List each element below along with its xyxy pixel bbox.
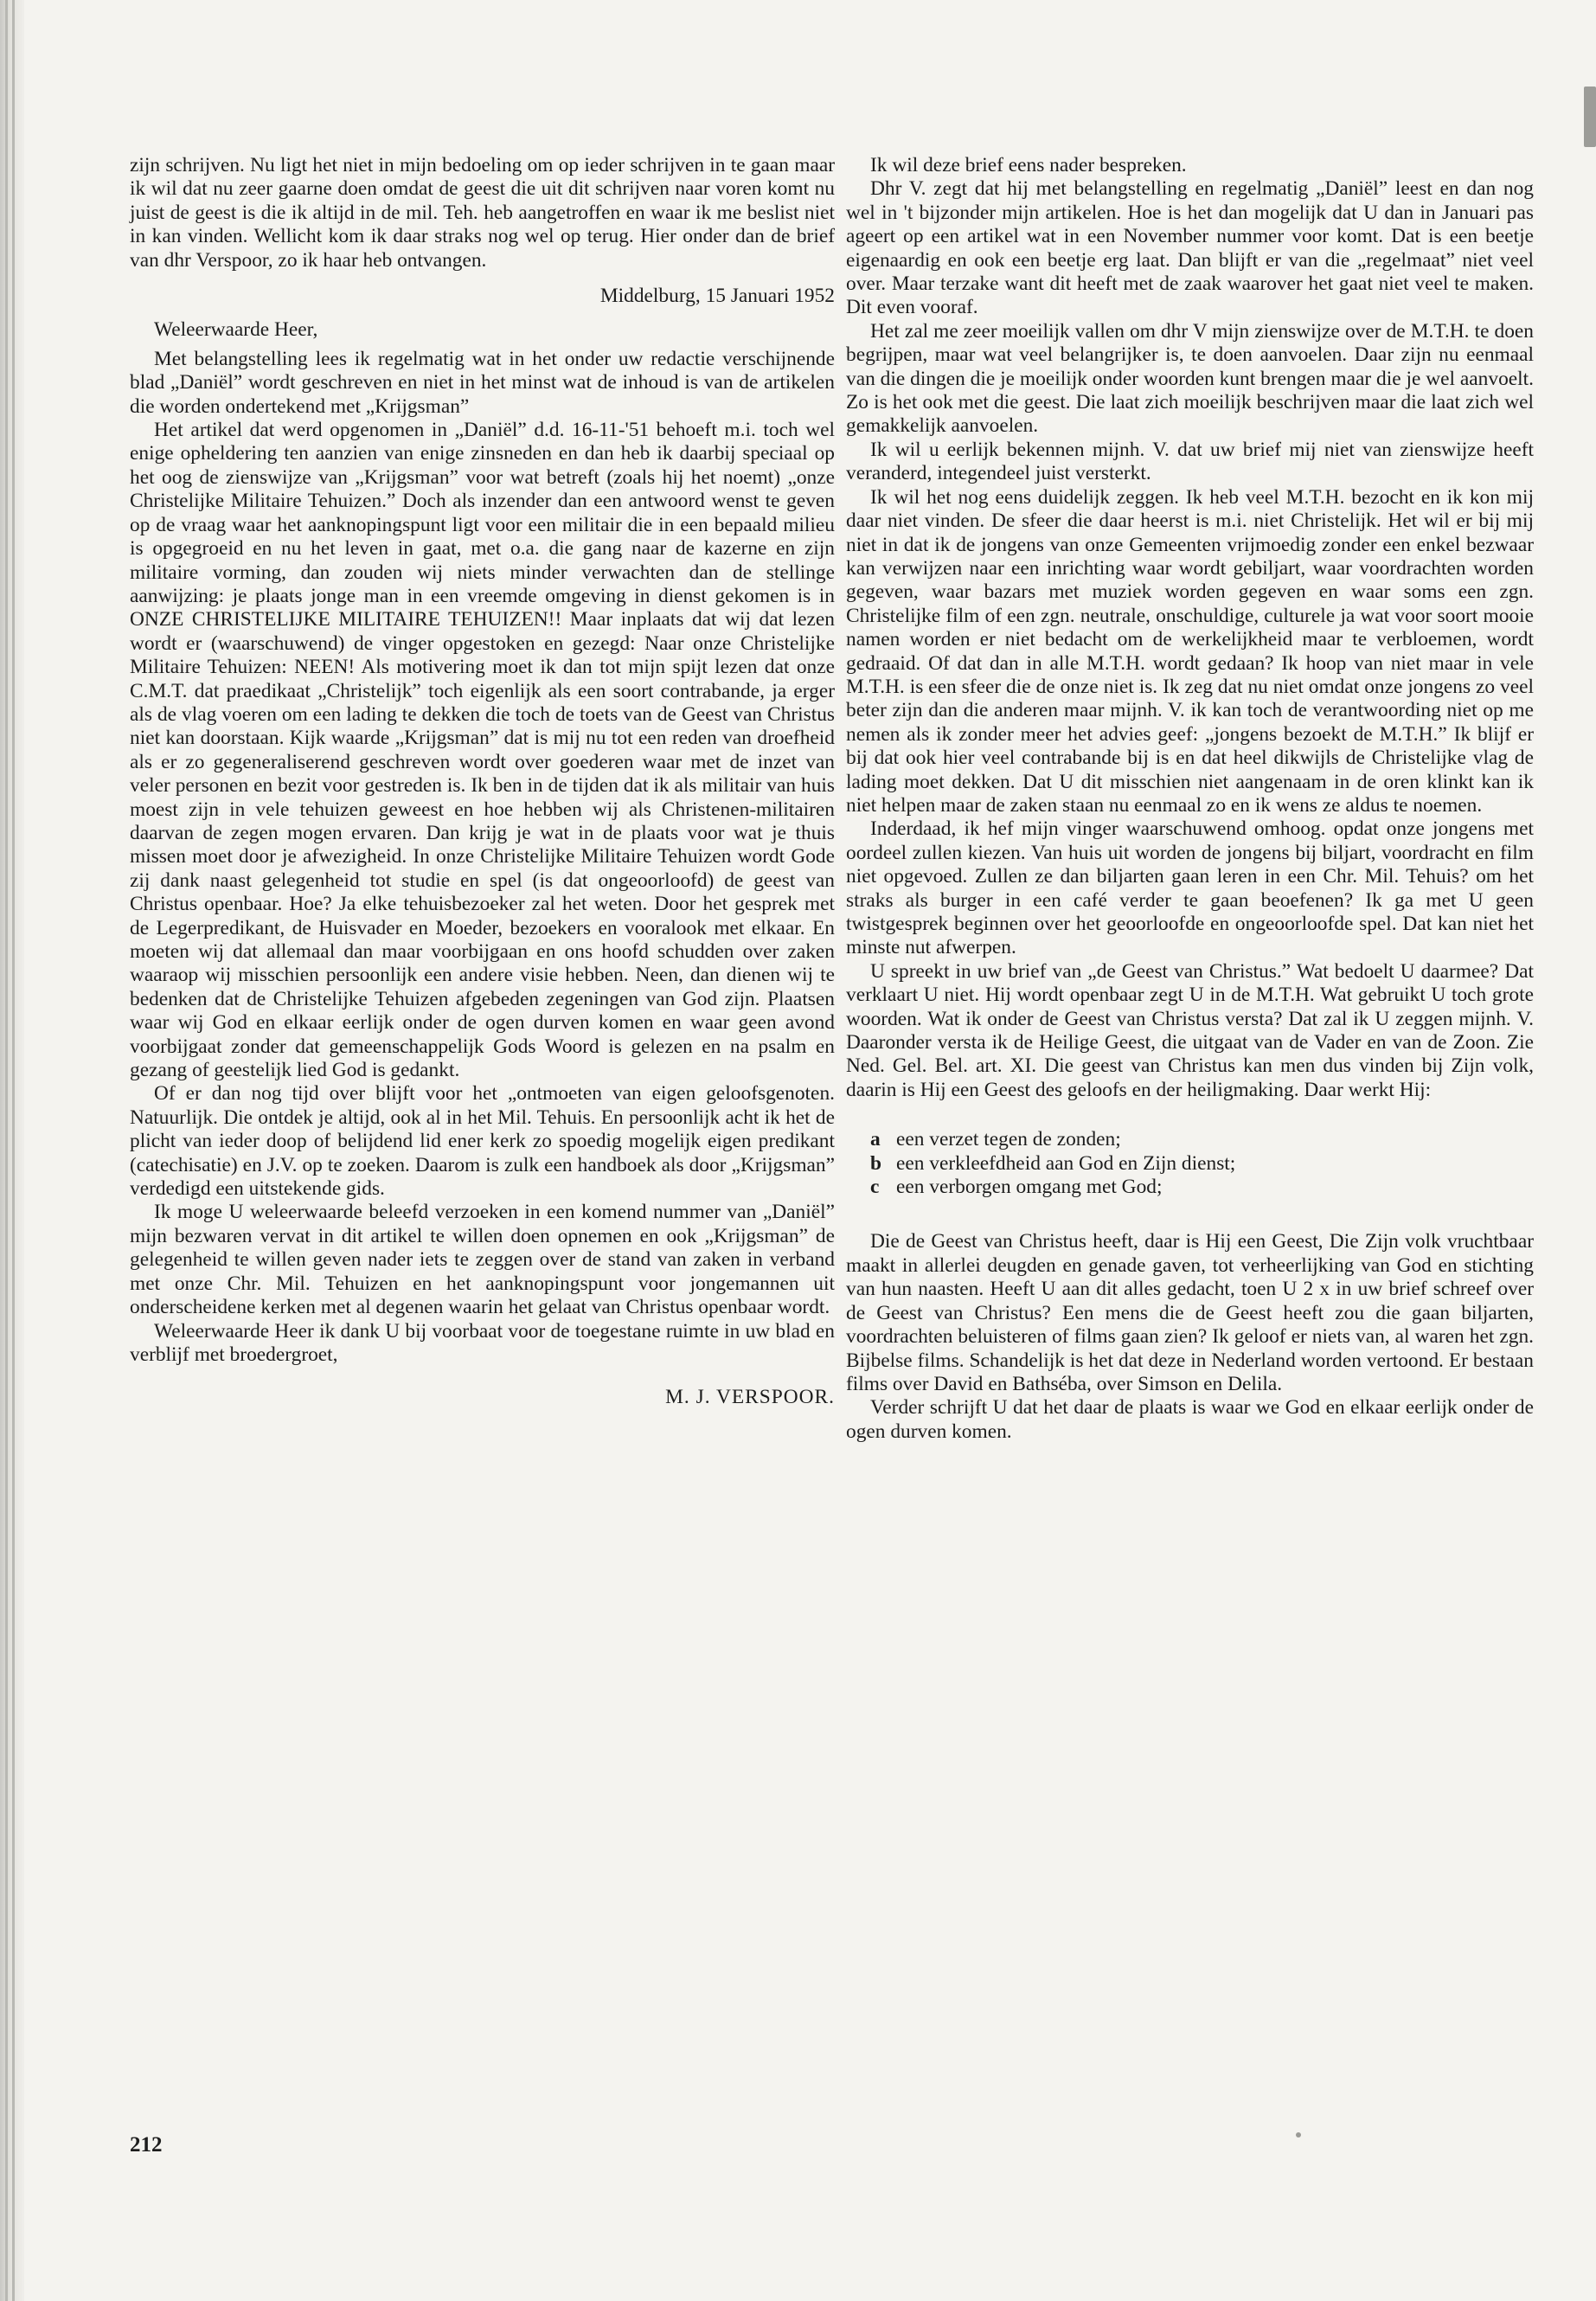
list-item-text: een verzet tegen de zonden;: [896, 1128, 1121, 1151]
list-marker: c: [870, 1176, 880, 1199]
page-number: 212: [130, 2133, 163, 2157]
response-paragraph: Ik wil deze brief eens nader bespreken.: [870, 154, 1187, 176]
response-paragraph: U spreekt in uw brief van „de Geest van Christus.” Wat bedoelt U daarmee? Dat verklaart U niet. Hij wordt openbaar zegt U in de M.T.H. Wat gebruikt U toch grote woorden. Wat ik onder de Geest van Christus versta? Dat zal ik U zeggen mijnh. V. Daaronder versta ik de Heilige Geest, die uitgaat van de Vader en van de Zoon. Zie Ned. Gel. Bel. art. XI. Die geest van Christus kan men dus vinden bij Zijn volk, daarin is Hij een Geest des geloofs en der heiligmaking. Daar werkt Hij:: [846, 959, 1534, 1101]
response-paragraph: Ik wil het nog eens duidelijk zeggen. Ik heb veel M.T.H. bezocht en ik kon mij daar niet vinden. De sfeer die daar heerst is m.i. niet Christelijk. Het wil er bij mij niet in dat ik de jongens van onze Gemeenten vrijmoedig zonder een enkel bezwaar kan verwijzen naar een inrichting waar wordt gebiljart, waar voordrachten worden gegeven, waar bazars met muziek worden gegeven en waar soms een zgn. Christelijke film of een zgn. neutrale, onschuldige, culturele ja wat voor soort mooie namen worden er niet bedacht om de werkelijkheid maar te verbloemen, wordt gedraaid. Of dat dan in alle M.T.H. wordt gedaan? Ik hoop van niet maar in vele M.T.H. is een sfeer die de onze niet is. Ik zeg dat nu niet omdat onze jongens zo veel beter zijn dan die anderen maar mijnh. V. ik kan toch de verantwoording niet op me nemen als ik zonder meer het advies geef: „jongens bezoekt de M.T.H.” Ik blijf er bij dat ook hier veel contrabande bij is en dat heel dikwijls de Christelijke vlag de lading moet dekken. Dat U dit misschien niet aangenaam in de oren klinkt kan ik niet helpen maar de zaken staan nu eenmaal zo en ik wens ze aldus te noemen.: [846, 485, 1534, 817]
right-column: [846, 154, 1534, 1444]
response-paragraph: Ik wil u eerlijk bekennen mijnh. V. dat uw brief mij niet van zienswijze heeft veranderd, integendeel juist versterkt.: [846, 438, 1534, 485]
list-marker: a: [870, 1128, 881, 1151]
spirit-works-list: [870, 1128, 1534, 1199]
letter-signature: M. J. VERSPOOR.: [665, 1386, 835, 1409]
list-item-text: een verkleefdheid aan God en Zijn dienst;: [896, 1151, 1236, 1175]
binding-line: [5, 0, 8, 2301]
response-paragraph: Die de Geest van Christus heeft, daar is Hij een Geest, Die Zijn volk vruchtbaar maakt in allerlei deugden en genade gaven, tot verheerlijking van God en stichting van hun naasten. Heeft U aan dit alles gedacht, toen U 2 x in uw brief schreef over de Geest van Christus? Een mens die de Geest heeft zou die gaan biljarten, voordrachten beluisteren of films gaan zien? Ik geloof er niets van, al waren het zgn. Bijbelse films. Schandelijk is het dat deze in Nederland worden vertoond. Er bestaan films over David en Bathséba, over Simson en Delila.: [846, 1230, 1534, 1395]
list-item-text: een verborgen omgang met God;: [896, 1176, 1163, 1199]
response-paragraph: Dhr V. zegt dat hij met belangstelling en regelmatig „Daniël” leest en dan nog wel in 't bijzonder mijn artikelen. Hoe is het dan mogelijk dat U dan in Januari pas ageert op een artikel wat in een November nummer voor komt. Dat is een beetje eigenaardig en ook een beetje erg laat. Dan blijft er van die „regelmaat” niet veel over. Maar terzake want dit heeft met de zaak waarover het gaat niet veel te maken. Dit even vooraf.: [846, 177, 1534, 319]
list-item: [870, 1152, 1534, 1176]
letter-paragraph: Weleerwaarde Heer ik dank U bij voorbaat voor de toegestane ruimte in uw blad en verblijf met broedergroet,: [130, 1319, 835, 1366]
response-paragraph: Verder schrijft U dat het daar de plaats is waar we God en elkaar eerlijk onder de ogen durven komen.: [846, 1396, 1534, 1443]
left-column: [130, 154, 835, 1410]
letter-paragraph: Met belangstelling lees ik regelmatig wat in het onder uw redactie verschijnende blad „Daniël” wordt geschreven en niet in het minst wat de inhoud is van de artikelen die worden ondertekend met „Krijgsman”: [130, 347, 835, 418]
letter-paragraph: Of er dan nog tijd over blijft voor het „ontmoeten van eigen geloofsgenoten. Natuurlijk. Die ontdek je altijd, ook al in het Mil. Tehuis. En persoonlijk acht ik het de plicht van ieder doop of belijdend lid ener kerk zo spoedig mogelijk eigen predikant (catechisatie) en J.V. op te zoeken. Daarom is zulk een handboek als door „Krijgsman” verdedigd een uitstekende gids.: [130, 1082, 835, 1201]
ink-speck: [1296, 2132, 1301, 2138]
binding-line: [12, 0, 15, 2301]
letter-paragraph: Het artikel dat werd opgenomen in „Daniël” d.d. 16-11-'51 behoeft m.i. toch wel enige opheldering ten aanzien van enige zinsneden en dan heb ik daarbij speciaal op het oog de zienswijze van „Krijgsman” voor wat betreft (zoals hij het noemt) „onze Christelijke Militaire Tehuizen.” Doch als inzender dan een antwoord wenst te geven op de vraag waar het aanknopingspunt ligt voor een militair die in een bepaald milieu is opgegroeid en nu het leven in gaat, met o.a. die gang naar de kazerne en zijn militaire vorming, dan zouden wij niets minder verwachten dan de stellinge aanwijzing: je plaats jonge man in een vreemde omgeving in dienst gekomen is in ONZE CHRISTELIJKE MILITAIRE TEHUIZEN!! Maar inplaats dat wij dat lezen wordt er (waarschuwend) de vinger opgestoken en gezegd: Naar onze Christelijke Militaire Tehuizen: NEEN! Als motivering moet ik dan tot mijn spijt lezen dat onze C.M.T. dat praedikaat „Christelijk” toch eigenlijk als een soort contrabande, ja erger als de vlag voeren om een lading te dekken die toch de toets van de Geest van Christus niet kan doorstaan. Kijk waarde „Krijgsman” dat is mij nu tot een reden van droefheid als er zo gegeneraliserend geschreven wordt over goederen waar met de inzet van veler personen en bezit voor gestreden is. Ik ben in de tijden dat ik als militair van huis moest zijn in vele tehuizen geweest en hoe hebben wij als Christenen-militairen daarvan de zegen mogen ervaren. Dan krijg je wat in de plaats voor wat je thuis missen moet door je afwezigheid. In onze Christelijke Militaire Tehuizen wordt Gode zij dank naast gelegenheid tot studie en spel (is dat ongeoorloofd) de geest van Christus openbaar. Hoe? Ja elke tehuisbezoeker zal het weten. Door het gesprek met de Legerpredikant, de Huisvader en Moeder, bezoekers en vooralook met elkaar. En moeten wij dat allemaal dan maar voorbijgaan en ons hoofd schudden over zaken waaraop wij misschien persoonlijk een andere visie hebben. Neen, dan dienen wij te bedenken dat de Christelijke Tehuizen afgebeden zegeningen van God zijn. Plaatsen waar wij God en elkaar eerlijk onder de ogen durven komen en waar geen avond voorbijgaat zonder dat gemeenschappelijk Gods Woord is gelezen en na psalm en gezang of geestelijk lied God is gedankt.: [130, 419, 835, 1082]
letter-paragraph: Ik moge U weleerwaarde beleefd verzoeken in een komend nummer van „Daniël” mijn bezwaren vervat in dit artikel te willen doen opnemen en ook „Krijgsman” de gelegenheid te willen geven nader iets te zeggen over de stand van zaken in verband met onze Chr. Mil. Tehuizen en het aanknopingspunt voor jongemannen uit onderscheidene kerken met al degenen waarin het gelaat van Christus openbaar wordt.: [130, 1201, 835, 1319]
response-paragraph: Het zal me zeer moeilijk vallen om dhr V mijn zienswijze over de M.T.H. te doen begrijpen, maar wat veel belangrijker is, te doen aanvoelen. Daar zijn nu eenmaal van die dingen die je moeilijk onder woorden kunt brengen maar die je wel aanvoelt. Zo is het ook met die geest. Die laat zich moeilijk beschrijven maar die laat zich wel gemakkelijk aanvoelen.: [846, 319, 1534, 438]
list-item: [870, 1176, 1534, 1199]
scan-edge-mark: [1584, 87, 1596, 147]
intro-paragraph: zijn schrijven. Nu ligt het niet in mijn bedoeling om op ieder schrijven in te gaan maar ik wil dat nu zeer gaarne doen omdat de geest die uit dit schrijven naar voren komt nu juist de geest is die ik altijd in de mil. Teh. heb aangetroffen en waar ik me beslist niet in kan vinden. Wellicht kom ik daar straks nog wel op terug. Hier onder dan de brief van dhr Verspoor, zo ik haar heb ontvangen.: [130, 154, 835, 272]
letter-salutation: Weleerwaarde Heer,: [154, 318, 318, 342]
letter-place-date: Middelburg, 15 Januari 1952: [599, 285, 835, 308]
list-item: [870, 1128, 1534, 1151]
response-paragraph: Inderdaad, ik hef mijn vinger waarschuwend omhoog. opdat onze jongens met oordeel zullen kiezen. Van huis uit worden de jongens bij biljart, voordracht en film niet opgevoed. Zullen ze dan biljarten gaan leren in een Chr. Mil. Tehuis? om het straks als burger in een café verder te gaan beoefenen? Ik ga met U geen twistgesprek beginnen over het geoorloofde en ongeoorloofde spel. Dat kan niet het minste nut afwerpen.: [846, 817, 1534, 959]
list-marker: b: [870, 1151, 882, 1175]
